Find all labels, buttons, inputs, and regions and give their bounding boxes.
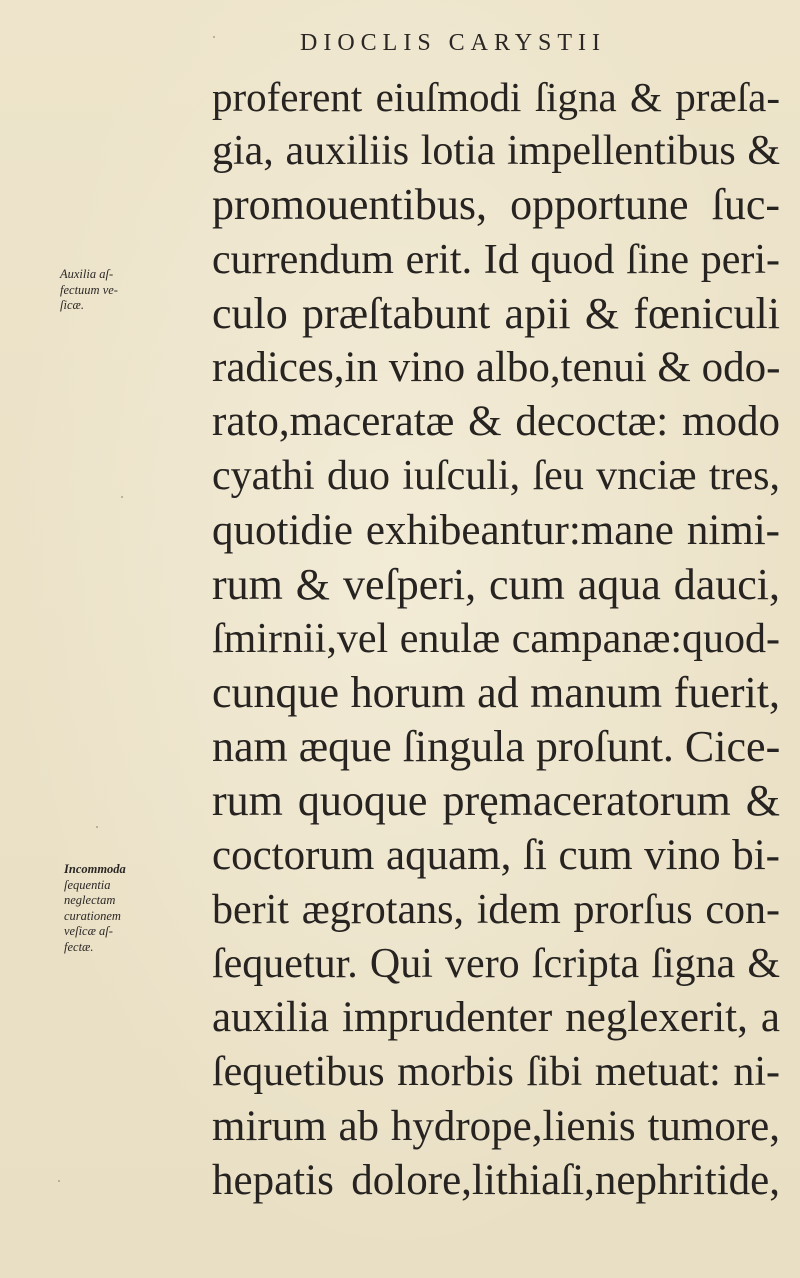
text-line: quotidie exhibeantur:mane nimi- bbox=[212, 506, 780, 554]
margin-note-line: ſicæ. bbox=[60, 298, 84, 312]
margin-note-incommoda bbox=[64, 862, 126, 955]
text-line: cyathi duo iuſculi, ſeu vnciæ tres, bbox=[212, 453, 780, 500]
text-line: hepatis dolore,lithiaſi,nephritide, bbox=[212, 1156, 780, 1204]
margin-note-line: neglectam bbox=[64, 893, 116, 907]
main-text-block bbox=[212, 70, 792, 1208]
text-line: rato,maceratæ & decoctæ: modo bbox=[212, 398, 780, 446]
margin-note-line: curationem bbox=[64, 908, 121, 923]
paper-speck bbox=[58, 1180, 60, 1182]
paper-speck bbox=[121, 496, 123, 498]
margin-note-line: fectuum ve- bbox=[60, 282, 118, 297]
text-line: ſmirnii,vel enulæ campanæ:quod- bbox=[212, 615, 780, 662]
margin-note-auxilia bbox=[60, 267, 118, 314]
text-line: ſequetibus morbis ſibi metuat: ni- bbox=[212, 1049, 780, 1096]
text-line: rum & veſperi, cum aqua dauci, bbox=[212, 559, 780, 609]
text-line: auxilia imprudenter neglexerit, a bbox=[212, 994, 780, 1042]
margin-note-line: fectæ. bbox=[64, 939, 94, 954]
margin-note-line: Incommoda bbox=[64, 862, 126, 876]
text-line: promouentibus, opportune ſuc- bbox=[212, 180, 780, 230]
text-line: nam æque ſingula proſunt. Cice- bbox=[212, 722, 781, 772]
running-header: DIOCLIS CARYSTII bbox=[300, 30, 607, 56]
text-line: gia, auxiliis lotia impellentibus & bbox=[212, 128, 780, 175]
text-line: currendum erit. Id quod ſine peri- bbox=[212, 236, 780, 283]
margin-note-line: Auxilia aſ- bbox=[60, 267, 114, 281]
text-line: mirum ab hydrope,lienis tumore, bbox=[212, 1102, 780, 1150]
margin-note-line: veſicæ aſ- bbox=[64, 924, 113, 938]
text-line: rum quoque pręmaceratorum & bbox=[212, 776, 780, 826]
text-line: berit ægrotans, idem prorſus con- bbox=[212, 886, 780, 933]
paper-speck bbox=[213, 36, 215, 38]
text-line: ſequetur. Qui vero ſcripta ſigna & bbox=[212, 941, 780, 987]
text-line: cunque horum ad manum fuerit, bbox=[212, 668, 780, 718]
text-line: coctorum aquam, ſi cum vino bi- bbox=[212, 831, 780, 879]
text-line: proferent eiuſmodi ſigna & præſa- bbox=[212, 74, 780, 120]
text-line: culo præſtabunt apii & fœniculi bbox=[212, 288, 780, 338]
text-line: radices,in vino albo,tenui & odo- bbox=[212, 343, 781, 391]
margin-note-line: ſequentia bbox=[64, 877, 111, 892]
paper-speck bbox=[96, 826, 98, 828]
